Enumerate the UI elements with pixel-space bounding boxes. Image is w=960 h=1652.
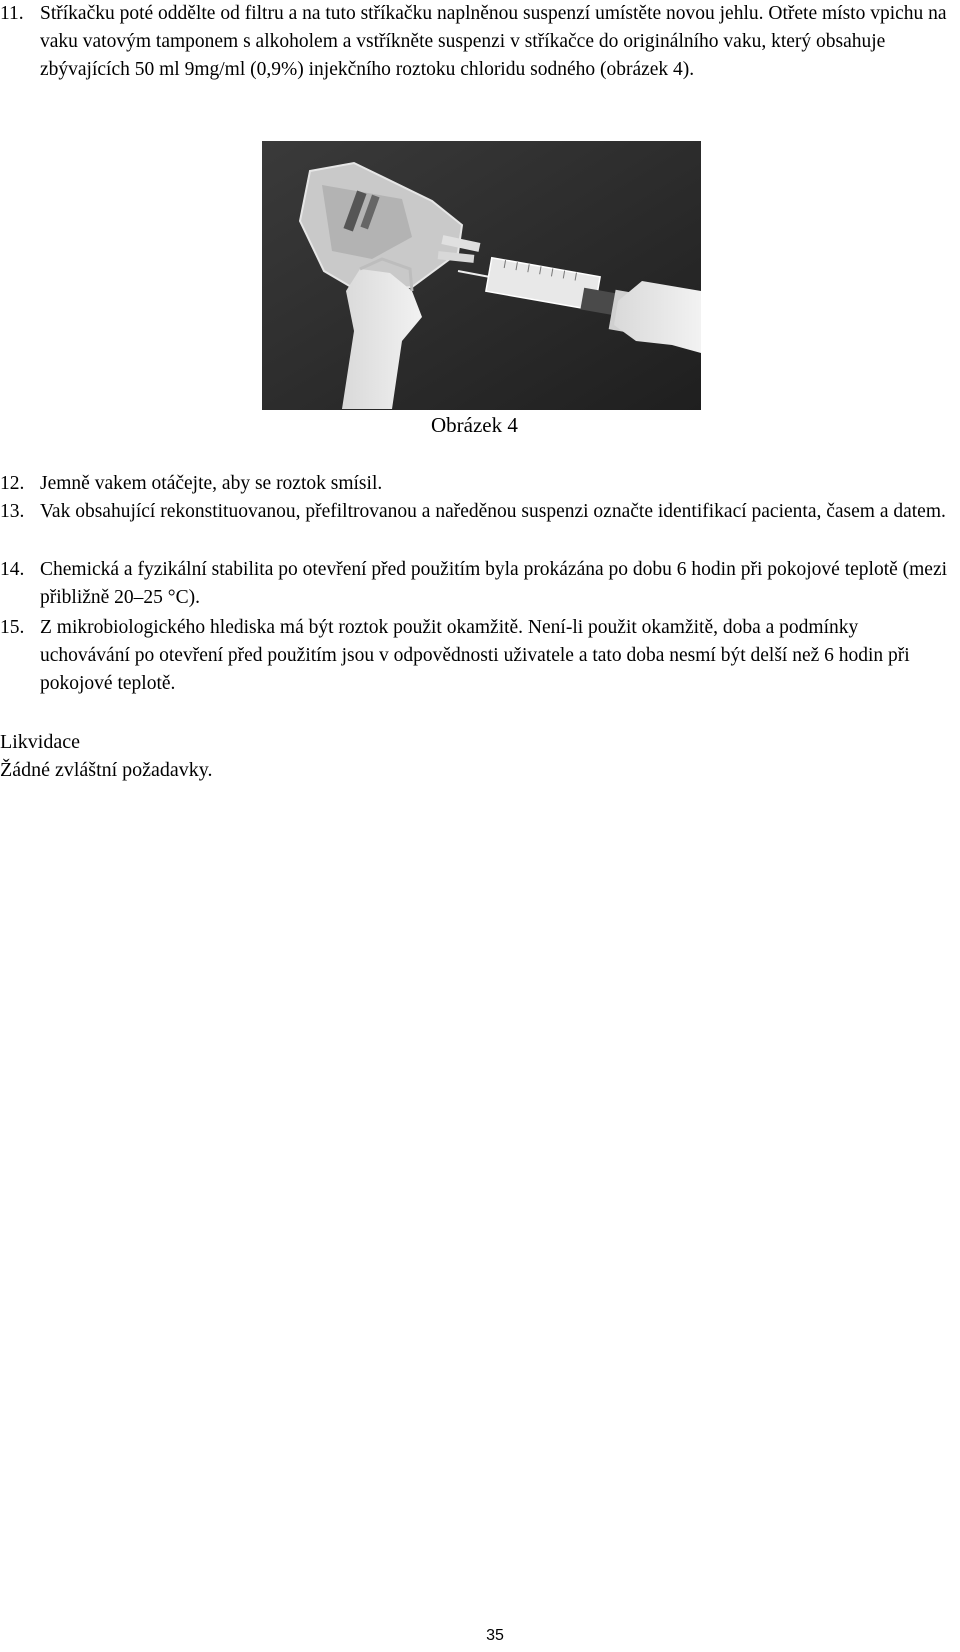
step-text: Vak obsahující rekonstituovanou, přefiltrovanou a naředěnou suspenzi označte identifikací pacienta, časem a datem. [40,501,946,522]
disposal-text: Žádné zvláštní požadavky. [0,759,213,781]
disposal-heading: Likvidace [0,731,80,753]
instruction-step-15 [0,614,952,698]
step-number: 15. [0,617,25,638]
figure-syringe-injection-photo [262,141,701,410]
instruction-step-12 [0,470,952,498]
step-number: 14. [0,559,25,580]
instruction-step-13 [0,498,952,526]
instruction-step-11 [0,0,952,84]
step-number: 12. [0,473,25,494]
instruction-step-14 [0,556,952,612]
step-number: 13. [0,501,25,522]
syringe-bag-illustration [262,141,701,410]
step-number: 11. [0,3,24,24]
figure-caption: Obrázek 4 [431,413,518,437]
step-text: Jemně vakem otáčejte, aby se roztok smísil. [40,473,383,494]
step-text: Stříkačku poté oddělte od filtru a na tuto stříkačku naplněnou suspenzí umístěte novou jehlu. Otřete místo vpichu na vaku vatovým tamponem s alkoholem a vstříkněte suspenzi v stříkačce do originálního vaku, který obsahuje zbývajících 50 ml 9mg/ml (0,9%) injekčního roztoku chloridu sodného (obrázek 4). [40,3,947,80]
step-text: Chemická a fyzikální stabilita po otevření před použitím byla prokázána po dobu 6 hodin při pokojové teplotě (mezi přibližně 20–25 °C). [40,559,948,608]
page-number: 35 [486,1627,504,1644]
step-text: Z mikrobiologického hlediska má být roztok použit okamžitě. Není-li použit okamžitě, doba a podmínky uchovávání po otevření před použitím jsou v odpovědnosti uživatele a tato doba nesmí být delší než 6 hodin při pokojové teplotě. [40,617,910,694]
